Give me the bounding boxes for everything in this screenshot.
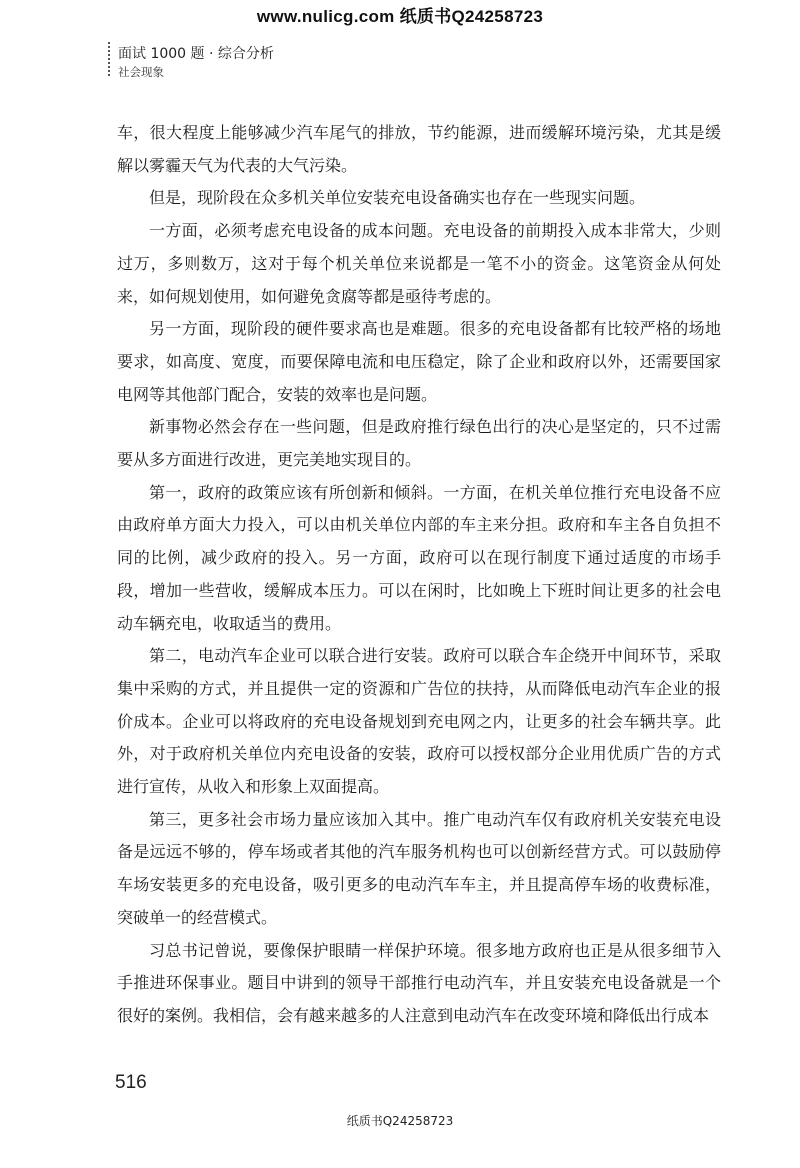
paragraph: 一方面，必须考虑充电设备的成本问题。充电设备的前期投入成本非常大，少则过万，多则数万，这对于每个机关单位来说都是一笔不小的资金。这笔资金从何处来，如何规划使用，如何避免贪腐等都是亟待考虑的。 (117, 221, 721, 306)
paragraph: 第二，电动汽车企业可以联合进行安装。政府可以联合车企绕开中间环节，采取集中采购的方式，并且提供一定的资源和广告位的扶持，从而降低电动汽车企业的报价成本。企业可以将政府的充电设备规划到充电网之内，让更多的社会车辆共享。此外，对于政府机关单位内充电设备的安装，政府可以授权部分企业用优质广告的方式进行宣传，从收入和形象上双面提高。 (117, 646, 721, 797)
page-number: 516 (115, 1072, 147, 1093)
paragraph: 第三，更多社会市场力量应该加入其中。推广电动汽车仅有政府机关安装充电设备是远远不够的，停车场或者其他的汽车服务机构也可以创新经营方式。可以鼓励停车场安装更多的充电设备，吸引更多的电动汽车车主，并且提高停车场的收费标准，突破单一的经营模式。 (117, 809, 721, 927)
watermark-top: www.nulicg.com 纸质书Q24258723 (256, 7, 544, 26)
header-divider (108, 42, 112, 76)
paragraph: 但是，现阶段在众多机关单位安装充电设备确实也存在一些现实问题。 (149, 188, 646, 208)
paragraph: 新事物必然会存在一些问题，但是政府推行绿色出行的决心是坚定的，只不过需要从多方面进行改进，更完美地实现目的。 (117, 417, 721, 470)
paragraph: 车，很大程度上能够减少汽车尾气的排放，节约能源，进而缓解环境污染，尤其是缓解以雾霾天气为代表的大气污染。 (117, 123, 721, 175)
section-name: 社会现象 (118, 65, 164, 79)
paragraph: 习总书记曾说，要像保护眼睛一样保护环境。很多地方政府也正是从很多细节入手推进环保事业。题目中讲到的领导干部推行电动汽车，并且安装充电设备就是一个很好的案例。我相信，会有越来越多的人注意到电动汽车在改变环境和降低出行成本 (117, 940, 721, 1025)
body-text (117, 117, 721, 1033)
watermark-bottom: 纸质书Q24258723 (346, 1114, 454, 1128)
paragraph: 另一方面，现阶段的硬件要求高也是难题。很多的充电设备都有比较严格的场地要求，如高度、宽度，而要保障电流和电压稳定，除了企业和政府以外，还需要国家电网等其他部门配合，安装的效率也是问题。 (117, 319, 721, 404)
paragraph: 第一，政府的政策应该有所创新和倾斜。一方面，在机关单位推行充电设备不应由政府单方面大力投入，可以由机关单位内部的车主来分担。政府和车主各自负担不同的比例，减少政府的投入。另一方面，政府可以在现行制度下通过适度的市场手段，增加一些营收，缓解成本压力。可以在闲时，比如晚上下班时间让更多的社会电动车辆充电，收取适当的费用。 (117, 482, 721, 633)
book-title: 面试 1000 题 · 综合分析 (118, 46, 274, 62)
